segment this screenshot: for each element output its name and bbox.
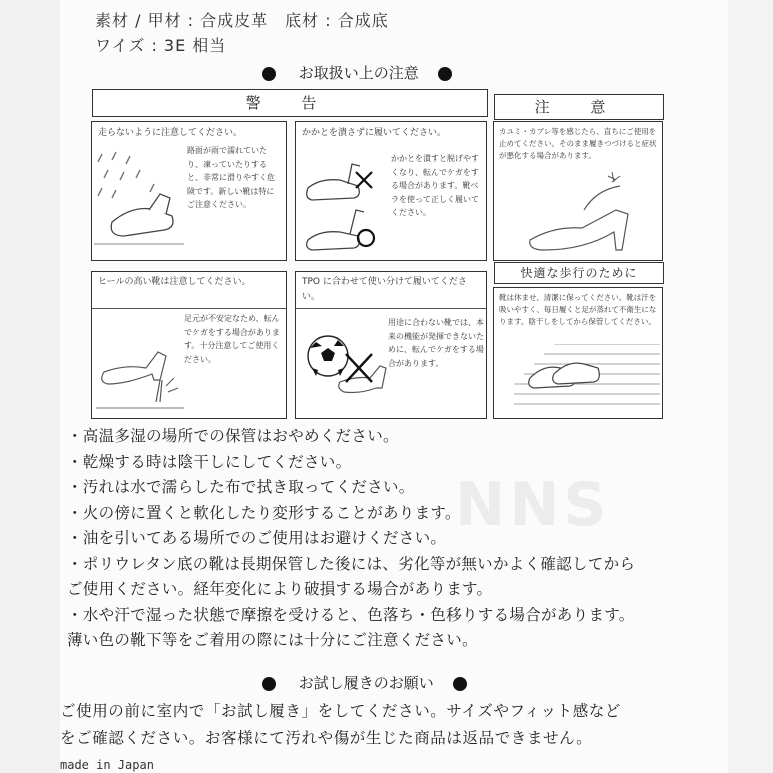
panel-body: 路面が雨で濡れていたり、凍っていたりすると、非常に滑りやすく危険です。新しい靴は特にご注意ください。 [187,146,275,209]
material-spec: 素材 / 甲材 : 合成皮革 底材 : 合成底 [95,11,389,30]
bullet-icon [438,67,452,81]
care-note: ・火の傍に置くと軟化したり変形することがあります。 [67,503,461,522]
trial-title-text: お試し履きのお願い [298,674,434,692]
care-note: ・高温多湿の場所での保管はおやめください。 [67,427,399,445]
panel-caption: かかとを潰さずに履いてください。 [302,128,447,138]
handling-title [262,62,452,83]
care-note: 薄い色の靴下等をご着用の際には十分にご注意ください。 [67,631,478,649]
panel-caption: 走らないように注意してください。 [98,128,243,138]
care-note: ・ポリウレタン底の靴は長期保管した後には、劣化等が無いかよく確認してから [67,554,636,573]
bullet-icon [262,677,276,691]
shoe-storage-illustration [514,344,660,416]
panel-body: 足元が不安定なため、転んでケガをする場合があります。十分注意してご使用ください。 [184,314,280,364]
width-spec: ワイズ : 3E 相当 [95,36,227,55]
caution-panel-itch [493,121,663,261]
caution-header: 注 意 [494,94,664,120]
care-note: ご使用ください。経年変化により破損する場合があります。 [67,580,493,598]
panel-body: 用途に合わない靴では、本来の機能が発揮できないために、転んでケガをする場合があります。 [388,318,484,368]
soccer-ball-heel-illustration [300,326,392,414]
heel-crush-illustration [300,144,390,256]
trial-notice [60,698,621,752]
comfort-panel [493,287,663,419]
made-in-label: made in Japan [60,758,154,772]
panel-caption: 靴は休ませ、清潔に保ってください。靴は汗を吸いやすく、毎日履くと足が蒸れて不衛生になります。陰干しをしてから保管してください。 [499,293,657,326]
bullet-icon [453,677,467,691]
watermark-logo: NNS [455,470,611,540]
warning-panel-heel [295,121,487,261]
trial-line: をご確認ください。お客様にて汚れや傷が生じた商品は返品できません。 [60,729,593,747]
background-left [0,0,60,773]
caption-divider [296,308,486,309]
itchy-foot-illustration [524,170,644,256]
care-note: ・汚れは水で濡らした布で拭き取ってください。 [67,478,415,496]
trial-line: ご使用の前に室内で「お試し履き」をしてください。サイズやフィット感など [60,702,622,720]
panel-caption: ヒールの高い靴は注意してください。 [98,277,251,287]
high-heel-illustration [96,322,186,414]
care-note: ・乾燥する時は陰干しにしてください。 [67,452,352,471]
care-notes-list [67,424,707,654]
care-note: ・水や汗で湿った状態で摩擦を受けると、色落ち・色移りする場合があります。 [67,605,635,624]
panel-caption: カユミ・カブレ等を感じたら、直ちにご使用を止めてください。そのまま履きつづけると症状が悪化する場合があります。 [499,127,657,160]
warning-panel-high-heels [91,271,287,419]
warning-header: 警 告 [92,89,488,117]
care-note: ・油を引いてある場所でのご使用はお避けください。 [67,529,447,547]
rain-slip-illustration [94,144,189,256]
panel-caption: TPO に合わせて使い分けて履いてください。 [302,277,467,302]
background-right [728,0,773,773]
warning-panel-tpo [295,271,487,419]
warning-panel-running [91,121,287,261]
panel-body: かかとを潰すと脱げやすくなり、転んでケガをする場合があります。靴べラを使って正しく履いてください。 [391,154,479,217]
trial-title [262,672,467,693]
handling-title-text: お取扱い上の注意 [298,64,419,82]
comfort-header: 快適な歩行のために [494,262,664,284]
caption-divider [92,308,286,309]
bullet-icon [262,67,276,81]
